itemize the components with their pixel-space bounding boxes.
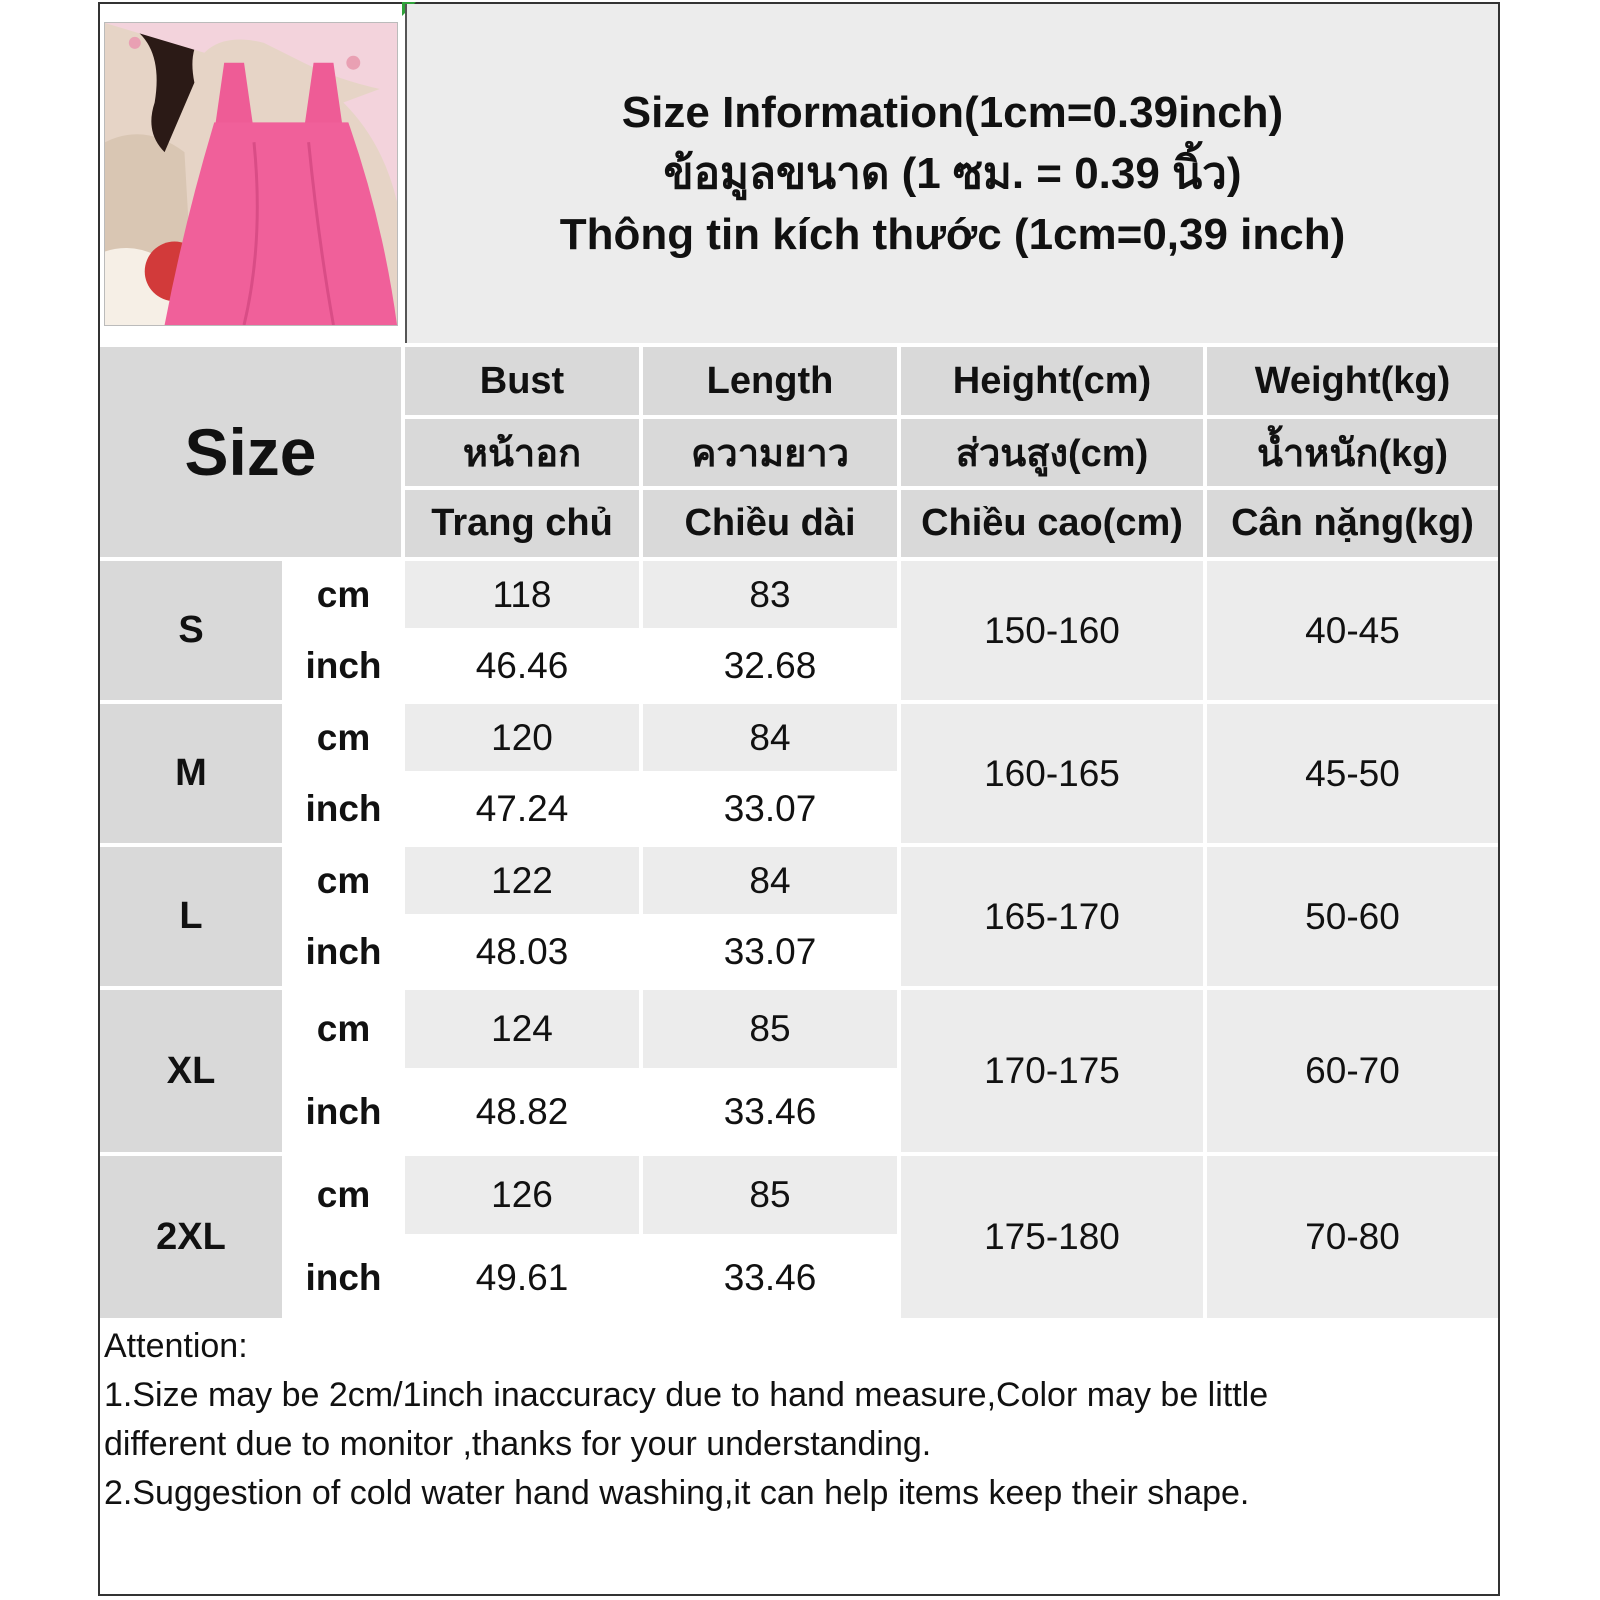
length-inch-l: 33.07 [643,918,897,986]
header-length-en: Length [643,347,897,415]
size-label-xl: XL [100,990,282,1152]
bust-inch-2xl: 49.61 [405,1238,639,1318]
header-weight-en: Weight(kg) [1207,347,1498,415]
header-weight-th: น้ำหนัก(kg) [1207,419,1498,486]
header-bust-vi: Trang chủ [405,490,639,557]
attention-notes [104,1322,1484,1518]
length-cm-l: 84 [643,847,897,914]
header-height-th: ส่วนสูง(cm) [901,419,1203,486]
bust-cm-l: 122 [405,847,639,914]
size-column-header: Size [100,347,401,557]
header-length-vi: Chiều dài [643,490,897,557]
unit-inch: inch [286,918,401,986]
unit-cm: cm [286,1156,401,1234]
pink-dress-illustration [105,23,397,325]
title-vietnamese: Thông tin kích thước (1cm=0,39 inch) [559,210,1346,259]
bust-cm-xl: 124 [405,990,639,1068]
unit-inch: inch [286,632,401,700]
unit-cm: cm [286,847,401,914]
length-inch-s: 32.68 [643,632,897,700]
length-cm-xl: 85 [643,990,897,1068]
size-information-title [405,4,1498,343]
bust-inch-xl: 48.82 [405,1072,639,1152]
unit-inch: inch [286,1238,401,1318]
bust-cm-2xl: 126 [405,1156,639,1234]
note-line-2: different due to monitor ,thanks for your understanding. [104,1425,932,1463]
length-cm-m: 84 [643,704,897,771]
unit-cm: cm [286,704,401,771]
header-bust-en: Bust [405,347,639,415]
weight-range-xl: 60-70 [1207,990,1498,1152]
bust-cm-s: 118 [405,561,639,628]
length-inch-xl: 33.46 [643,1072,897,1152]
height-range-xl: 170-175 [901,990,1203,1152]
product-photo [104,22,398,326]
header-height-vi: Chiều cao(cm) [901,490,1203,557]
title-english: Size Information(1cm=0.39inch) [621,88,1284,137]
note-line-1: 1.Size may be 2cm/1inch inaccuracy due to hand measure,Color may be little [104,1376,1269,1414]
unit-cm: cm [286,990,401,1068]
height-range-2xl: 175-180 [901,1156,1203,1318]
unit-cm: cm [286,561,401,628]
height-range-s: 150-160 [901,561,1203,700]
length-cm-s: 83 [643,561,897,628]
bust-inch-s: 46.46 [405,632,639,700]
unit-inch: inch [286,775,401,843]
height-range-l: 165-170 [901,847,1203,986]
bust-inch-l: 48.03 [405,918,639,986]
attention-heading: Attention: [104,1327,248,1365]
length-inch-2xl: 33.46 [643,1238,897,1318]
note-line-3: 2.Suggestion of cold water hand washing,it can help items keep their shape. [104,1474,1250,1512]
length-cm-2xl: 85 [643,1156,897,1234]
size-label-l: L [100,847,282,986]
size-label-s: S [100,561,282,700]
bust-cm-m: 120 [405,704,639,771]
header-length-th: ความยาว [643,419,897,486]
weight-range-s: 40-45 [1207,561,1498,700]
length-inch-m: 33.07 [643,775,897,843]
weight-range-l: 50-60 [1207,847,1498,986]
weight-range-m: 45-50 [1207,704,1498,843]
header-bust-th: หน้าอก [405,419,639,486]
header-height-en: Height(cm) [901,347,1203,415]
title-thai: ข้อมูลขนาด (1 ซม. = 0.39 นิ้ว) [663,149,1242,198]
size-label-m: M [100,704,282,843]
header-weight-vi: Cân nặng(kg) [1207,490,1498,557]
weight-range-2xl: 70-80 [1207,1156,1498,1318]
size-label-2xl: 2XL [100,1156,282,1318]
bust-inch-m: 47.24 [405,775,639,843]
unit-inch: inch [286,1072,401,1152]
height-range-m: 160-165 [901,704,1203,843]
